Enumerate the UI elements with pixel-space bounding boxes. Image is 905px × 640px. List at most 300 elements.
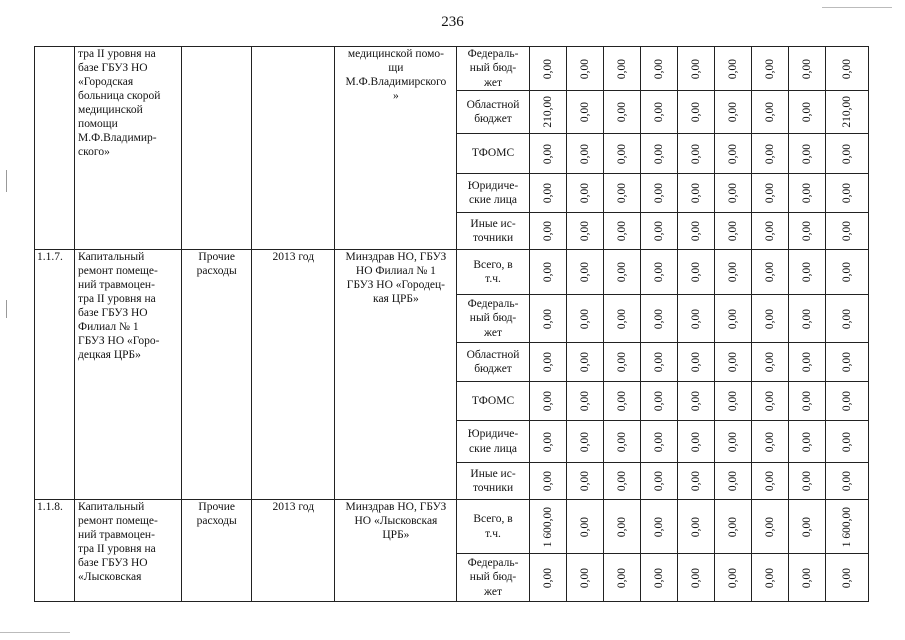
value-cell: [677, 554, 714, 602]
value-cell: [714, 463, 751, 500]
value-text: 0,00: [689, 183, 702, 204]
value-cell: [603, 250, 640, 295]
funding-source-tfoms: [457, 382, 529, 421]
funding-source-line: ТФОМС: [471, 394, 515, 407]
value-cell: [714, 47, 751, 91]
executor-line: кая ЦРБ»: [373, 293, 419, 306]
value-cell: [788, 174, 825, 213]
value-text: 0,00: [689, 352, 702, 373]
funding-source-line: Федераль-: [467, 48, 519, 60]
value-cell: [788, 134, 825, 174]
scan-artifact-mark: [6, 300, 7, 318]
value-cell: [603, 554, 640, 602]
value-text: 1 600,00: [840, 506, 853, 547]
executor-line: »: [393, 90, 399, 103]
value-cell: [751, 174, 788, 213]
value-text: 0,00: [541, 567, 554, 588]
value-cell: [788, 213, 825, 250]
value-text: 0,00: [763, 183, 776, 204]
item-number: 1.1.7.: [35, 250, 75, 500]
funding-source-line: жет: [484, 326, 502, 339]
value-text: 0,00: [763, 262, 776, 283]
value-cell: [640, 463, 677, 500]
value-text: 0,00: [800, 102, 813, 123]
value-text: 0,00: [615, 391, 628, 412]
value-cell: [788, 295, 825, 343]
value-text: 0,00: [800, 431, 813, 452]
value-text: 0,00: [578, 143, 591, 164]
value-cell: [677, 91, 714, 134]
funding-source-line: ный бюд-: [469, 312, 517, 325]
value-cell: [825, 213, 868, 250]
value-text: 0,00: [652, 567, 665, 588]
description-line: ний травмоцен-: [78, 279, 155, 292]
value-cell: [640, 91, 677, 134]
value-cell: [714, 554, 751, 602]
value-cell: [677, 421, 714, 463]
scan-artifact-line: [822, 7, 892, 8]
value-cell: [677, 500, 714, 554]
value-cell: [529, 343, 566, 382]
value-cell: [714, 295, 751, 343]
item-description: [75, 47, 182, 250]
description-line: «Лысковская: [78, 571, 142, 584]
value-text: 0,00: [840, 183, 853, 204]
value-cell: [825, 554, 868, 602]
executor-line: Минздрав НО, ГБУЗ: [345, 501, 447, 514]
value-text: 0,00: [578, 567, 591, 588]
funding-source-line: бюджет: [474, 363, 512, 376]
value-cell: [714, 174, 751, 213]
value-text: 0,00: [840, 567, 853, 588]
value-text: 0,00: [615, 516, 628, 537]
value-cell: [603, 295, 640, 343]
value-cell: [714, 500, 751, 554]
value-text: 0,00: [578, 308, 591, 329]
value-text: 0,00: [689, 143, 702, 164]
value-text: 0,00: [652, 352, 665, 373]
description-line: помощи: [78, 118, 118, 131]
executor-line: НО Филиал № 1: [355, 265, 436, 278]
executor: [335, 250, 457, 500]
value-cell: [825, 47, 868, 91]
value-text: 0,00: [800, 516, 813, 537]
value-text: 0,00: [689, 391, 702, 412]
value-text: 0,00: [578, 221, 591, 242]
value-cell: [714, 343, 751, 382]
value-text: 0,00: [840, 262, 853, 283]
value-cell: [566, 463, 603, 500]
value-text: 0,00: [800, 308, 813, 329]
expense-type: [182, 250, 252, 500]
value-cell: [566, 134, 603, 174]
funding-source-line: ный бюд-: [469, 62, 517, 75]
value-text: 0,00: [726, 567, 739, 588]
value-cell: [788, 47, 825, 91]
value-text: 0,00: [578, 471, 591, 492]
value-text: 0,00: [763, 221, 776, 242]
value-text: 0,00: [840, 143, 853, 164]
value-text: 0,00: [615, 221, 628, 242]
value-cell: [566, 213, 603, 250]
value-text: 0,00: [763, 58, 776, 79]
value-text: 0,00: [726, 143, 739, 164]
value-cell: [714, 250, 751, 295]
description-line: медицинской: [78, 104, 143, 117]
value-cell: [788, 500, 825, 554]
value-cell: [677, 250, 714, 295]
value-text: 0,00: [652, 308, 665, 329]
value-cell: [751, 250, 788, 295]
value-cell: [603, 421, 640, 463]
description-line: Капитальный: [78, 251, 145, 264]
value-cell: [677, 343, 714, 382]
funding-source-line: ские лица: [469, 194, 518, 207]
funding-table: [34, 46, 869, 602]
funding-source-line: жет: [484, 76, 502, 89]
value-cell: [566, 47, 603, 91]
value-cell: [566, 343, 603, 382]
value-text: 0,00: [800, 143, 813, 164]
funding-source-line: т.ч.: [485, 527, 501, 540]
value-text: 0,00: [578, 431, 591, 452]
value-text: 0,00: [578, 58, 591, 79]
value-cell: [529, 295, 566, 343]
description-line: базе ГБУЗ НО: [78, 307, 148, 320]
table-row: [35, 47, 869, 91]
value-text: 0,00: [652, 471, 665, 492]
funding-source-regional: [457, 343, 529, 382]
value-text: 0,00: [652, 143, 665, 164]
value-cell: [788, 554, 825, 602]
value-text: 0,00: [763, 102, 776, 123]
funding-source-line: Иные ис-: [470, 217, 516, 230]
value-text: 0,00: [726, 102, 739, 123]
description-line: базе ГБУЗ НО: [78, 557, 148, 570]
value-cell: [566, 382, 603, 421]
implementation-year: [252, 47, 335, 250]
value-text: 0,00: [726, 431, 739, 452]
funding-source-federal: [457, 295, 529, 343]
item-description: [75, 250, 182, 500]
value-cell: [677, 382, 714, 421]
value-text: 0,00: [541, 262, 554, 283]
funding-source-line: Областной: [466, 348, 520, 361]
funding-source-federal: [457, 47, 529, 91]
value-text: 0,00: [689, 102, 702, 123]
value-text: 0,00: [763, 308, 776, 329]
value-cell: [751, 421, 788, 463]
value-cell: [751, 91, 788, 134]
funding-source-line: ские лица: [469, 442, 518, 455]
description-line: тра II уровня на: [78, 293, 156, 306]
value-text: 0,00: [541, 391, 554, 412]
value-cell: [677, 295, 714, 343]
value-cell: [566, 91, 603, 134]
funding-source-line: ТФОМС: [471, 147, 515, 160]
description-line: М.Ф.Владимир-: [78, 132, 157, 145]
value-text: 0,00: [800, 262, 813, 283]
executor-line: М.Ф.Владимирского: [345, 76, 447, 89]
value-text: 0,00: [578, 262, 591, 283]
value-text: 0,00: [689, 516, 702, 537]
value-text: 0,00: [652, 391, 665, 412]
value-cell: [751, 382, 788, 421]
value-cell: [603, 382, 640, 421]
funding-source-total: [457, 250, 529, 295]
value-text: 0,00: [840, 352, 853, 373]
page-number: 236: [441, 14, 464, 30]
description-line: тра II уровня на: [78, 543, 156, 556]
value-cell: [529, 134, 566, 174]
value-text: 0,00: [763, 352, 776, 373]
value-text: 0,00: [840, 391, 853, 412]
scan-artifact-mark: [6, 170, 7, 192]
value-text: 0,00: [541, 471, 554, 492]
value-text: 0,00: [726, 471, 739, 492]
description-line: тра II уровня на: [78, 48, 156, 60]
value-cell: [825, 421, 868, 463]
funding-source-regional: [457, 91, 529, 134]
value-cell: [788, 250, 825, 295]
value-text: 0,00: [840, 471, 853, 492]
value-text: 0,00: [615, 471, 628, 492]
funding-source-federal: [457, 554, 529, 602]
value-cell: [529, 47, 566, 91]
description-line: ний травмоцен-: [78, 529, 155, 542]
item-number: [35, 47, 75, 250]
value-text: 0,00: [541, 431, 554, 452]
value-cell: [529, 174, 566, 213]
value-text: 0,00: [615, 102, 628, 123]
value-text: 210,00: [840, 96, 853, 128]
value-cell: [825, 174, 868, 213]
value-cell: [566, 421, 603, 463]
value-cell: [529, 421, 566, 463]
value-text: 0,00: [689, 471, 702, 492]
value-text: 0,00: [541, 352, 554, 373]
value-text: 0,00: [615, 567, 628, 588]
value-text: 0,00: [689, 262, 702, 283]
value-cell: [677, 174, 714, 213]
value-cell: [640, 134, 677, 174]
expense-type-line: Прочие: [198, 501, 235, 514]
value-cell: [603, 91, 640, 134]
value-cell: [825, 250, 868, 295]
table-row: [35, 500, 869, 554]
value-text: 0,00: [578, 352, 591, 373]
value-text: 0,00: [726, 58, 739, 79]
value-text: 0,00: [652, 183, 665, 204]
expense-type-line: расходы: [196, 265, 237, 278]
value-cell: [566, 250, 603, 295]
value-text: 0,00: [615, 58, 628, 79]
expense-type-line: Прочие: [198, 251, 235, 264]
value-text: 0,00: [578, 183, 591, 204]
value-cell: [751, 343, 788, 382]
funding-source-line: Юридиче-: [467, 428, 519, 441]
value-text: 0,00: [726, 221, 739, 242]
value-cell: [640, 382, 677, 421]
funding-source-legal: [457, 421, 529, 463]
funding-source-line: Всего, в: [473, 513, 513, 526]
value-text: 0,00: [689, 567, 702, 588]
funding-source-line: Федераль-: [467, 557, 519, 570]
funding-source-other: [457, 213, 529, 250]
value-cell: [751, 295, 788, 343]
value-text: 0,00: [800, 471, 813, 492]
value-cell: [714, 421, 751, 463]
value-cell: [714, 91, 751, 134]
value-cell: [566, 554, 603, 602]
value-text: 0,00: [615, 143, 628, 164]
value-text: 0,00: [840, 58, 853, 79]
value-text: 0,00: [652, 431, 665, 452]
value-cell: [640, 47, 677, 91]
value-text: 0,00: [763, 516, 776, 537]
funding-source-line: точники: [472, 232, 514, 245]
value-cell: [751, 213, 788, 250]
value-text: 0,00: [800, 221, 813, 242]
executor-line: щи: [388, 62, 404, 75]
value-text: 210,00: [541, 96, 554, 128]
value-cell: [677, 213, 714, 250]
description-line: ского»: [78, 146, 110, 159]
value-cell: [529, 250, 566, 295]
value-text: 0,00: [652, 102, 665, 123]
value-cell: [677, 134, 714, 174]
funding-source-line: Юридиче-: [467, 179, 519, 192]
funding-source-line: Иные ис-: [470, 467, 516, 480]
funding-source-line: Всего, в: [473, 258, 513, 271]
description-line: ремонт помеще-: [78, 265, 158, 278]
value-cell: [640, 421, 677, 463]
value-text: 0,00: [763, 391, 776, 412]
value-cell: [751, 554, 788, 602]
value-text: 0,00: [689, 58, 702, 79]
description-line: базе ГБУЗ НО: [78, 62, 148, 75]
value-cell: [825, 500, 868, 554]
description-line: ремонт помеще-: [78, 515, 158, 528]
value-cell: [640, 343, 677, 382]
executor: [335, 47, 457, 250]
value-text: 0,00: [726, 183, 739, 204]
value-cell: [788, 421, 825, 463]
value-cell: [751, 463, 788, 500]
value-text: 0,00: [652, 516, 665, 537]
executor-line: НО «Лысковская: [354, 515, 438, 528]
value-text: 0,00: [840, 431, 853, 452]
value-cell: [529, 213, 566, 250]
value-cell: [714, 213, 751, 250]
value-text: 0,00: [763, 471, 776, 492]
value-text: 0,00: [800, 391, 813, 412]
value-text: 0,00: [578, 102, 591, 123]
value-text: 0,00: [689, 221, 702, 242]
value-text: 0,00: [615, 431, 628, 452]
value-cell: [603, 47, 640, 91]
value-cell: [788, 463, 825, 500]
funding-source-line: т.ч.: [485, 273, 501, 286]
value-text: 0,00: [763, 567, 776, 588]
executor-line: Минздрав НО, ГБУЗ: [345, 251, 447, 264]
value-text: 0,00: [763, 431, 776, 452]
value-cell: [529, 91, 566, 134]
expense-type: [182, 500, 252, 602]
value-cell: [640, 213, 677, 250]
value-text: 0,00: [615, 262, 628, 283]
value-text: 0,00: [726, 262, 739, 283]
value-text: 0,00: [800, 567, 813, 588]
description-line: «Городская: [78, 76, 134, 89]
value-cell: [603, 463, 640, 500]
value-text: 0,00: [800, 352, 813, 373]
value-text: 0,00: [726, 391, 739, 412]
value-text: 0,00: [840, 308, 853, 329]
value-cell: [529, 382, 566, 421]
value-text: 0,00: [763, 143, 776, 164]
funding-source-line: жет: [484, 585, 502, 598]
value-text: 0,00: [541, 221, 554, 242]
value-cell: [529, 554, 566, 602]
value-text: 0,00: [578, 516, 591, 537]
value-text: 0,00: [652, 221, 665, 242]
value-cell: [788, 91, 825, 134]
value-cell: [603, 213, 640, 250]
description-line: ГБУЗ НО «Горо-: [78, 335, 160, 348]
value-cell: [529, 463, 566, 500]
value-cell: [751, 500, 788, 554]
value-text: 0,00: [800, 58, 813, 79]
executor: [335, 500, 457, 602]
value-cell: [640, 174, 677, 213]
value-cell: [640, 554, 677, 602]
value-cell: [788, 343, 825, 382]
value-cell: [566, 295, 603, 343]
executor-line: ЦРБ»: [382, 529, 410, 542]
value-text: 0,00: [541, 183, 554, 204]
value-cell: [529, 500, 566, 554]
description-line: децкая ЦРБ»: [78, 349, 141, 362]
value-text: 0,00: [541, 308, 554, 329]
expense-type-line: расходы: [196, 515, 237, 528]
value-text: 0,00: [689, 431, 702, 452]
executor-line: медицинской помо-: [347, 48, 444, 60]
value-text: 0,00: [726, 308, 739, 329]
value-cell: [714, 134, 751, 174]
funding-source-line: Федераль-: [467, 298, 519, 311]
value-text: 0,00: [726, 352, 739, 373]
description-line: Капитальный: [78, 501, 145, 514]
value-cell: [825, 463, 868, 500]
value-text: 0,00: [615, 308, 628, 329]
description-line: больница скорой: [78, 90, 161, 103]
funding-source-other: [457, 463, 529, 500]
value-cell: [640, 250, 677, 295]
value-text: 0,00: [689, 308, 702, 329]
value-cell: [751, 47, 788, 91]
expense-type: [182, 47, 252, 250]
implementation-year: 2013 год: [252, 250, 335, 500]
value-text: 0,00: [541, 143, 554, 164]
funding-source-tfoms: [457, 134, 529, 174]
value-cell: [603, 134, 640, 174]
item-number: 1.1.8.: [35, 500, 75, 602]
item-description: [75, 500, 182, 602]
value-cell: [825, 343, 868, 382]
value-cell: [788, 382, 825, 421]
value-text: 0,00: [541, 58, 554, 79]
